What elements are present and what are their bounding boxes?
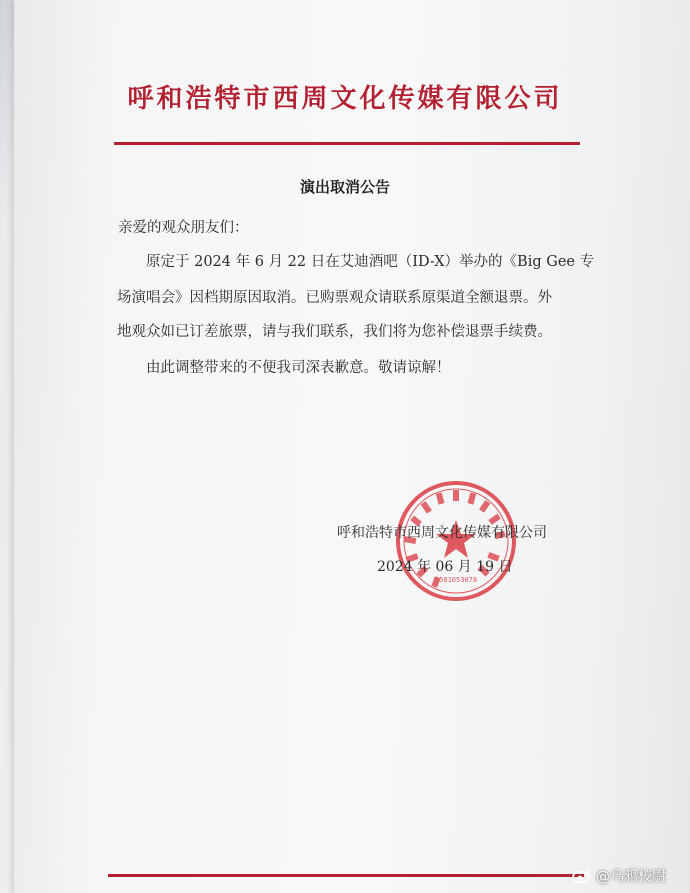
body-line: 地观众如已订差旅票，请与我们联系，我们将为您补偿退票手续费。 (117, 324, 552, 340)
signature-date: 2024 年 06 月 19 日 (377, 559, 513, 575)
body-line: 原定于 2024 年 6 月 22 日在艾迪酒吧（ID-X）举办的《Big Gee 专 (146, 254, 595, 270)
seal-number: 1501053078 (434, 576, 478, 584)
letter-sheet (14, 0, 690, 893)
watermark-text: @乌鸦校尉 (596, 869, 666, 885)
footer-divider (108, 874, 584, 877)
body-line: 由此调整带来的不便我司深表歉意。敬请谅解！ (146, 360, 451, 376)
greeting: 亲爱的观众朋友们： (118, 220, 249, 236)
signature-company-name: 呼和浩特市西周文化传媒有限公司 (337, 525, 547, 541)
notice-title: 演出取消公告 (299, 178, 390, 196)
body-line: 场演唱会》因档期原因取消。已购票观众请联系原渠道全额退票。外 (117, 290, 552, 306)
letterhead-company-name: 呼和浩特市西周文化传媒有限公司 (127, 84, 563, 114)
weibo-icon (572, 866, 592, 884)
letterhead-divider (114, 142, 580, 145)
